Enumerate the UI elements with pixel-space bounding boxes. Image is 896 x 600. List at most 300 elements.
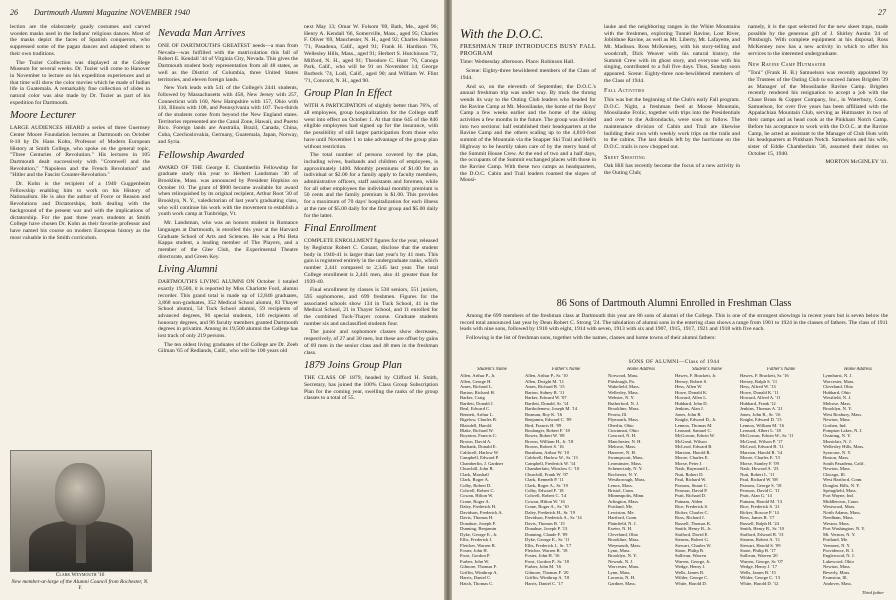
roster-entry: Colwell, Robert C. '14 (525, 493, 567, 499)
roster-column (460, 367, 524, 586)
fellowship-paragraph-1: AWARD OF THE George E. Chamberlin Fellowship for graduate study this year to Herbert Landsman '40 of Brookline, Mass. was announced by President Hopkins on October 10. The grant of $900 became available for award when relinquished by its original recipient, Arthur Root '30 of Brooklyn, N. Y., valedictorian of last year's graduating class, who will continue his work with the movement to establish a youth work camp at Tunbridge, Vt. (158, 164, 298, 218)
roster-entry: Pompton Lakes, N. J. (823, 427, 863, 433)
roster-entry: Foster, John H. (460, 547, 488, 553)
roster-entry: Brookline, Mass. (608, 406, 640, 412)
roster-entry: Davidson, Frederick A., Sr. '14 (525, 515, 582, 521)
portrait-photo (10, 450, 152, 572)
roster-entry: Montclair, N. J. (823, 438, 852, 444)
roster-entry: Colby, Edward F. '18 (525, 487, 564, 493)
roster-entry: Brooklyn, N. Y. (608, 553, 637, 559)
roster-entry: Howard, Allen L. (675, 395, 708, 401)
roster-entry: Allen, Arthur P., Sr. '10 (525, 373, 568, 379)
roster-entry: Westfield, N. J. (823, 395, 852, 401)
roster-entry: Burbank, Donald E. (460, 444, 497, 450)
roster-entry: Moore, Charles E. '15 (740, 455, 781, 461)
sons-paragraph-1: Among the 699 members of the freshman class at Dartmouth this year are 86 sons of alumni of the College. This is one of the strongest showings in recent years but is seven below the record total announced last year by Dean Robert C. Strong '24. The tabulation of alumni sons in the entering class shows a range from 1901 to 1924 in the classes of fathers. The class of 1911 leads with nine sons, followed by 1916 with eight, 1914 with seven, 1913 with six and 1907, 1915, 1917, 1921 and 1918 with five each. (460, 313, 888, 333)
roster-entry: Stone, Philip B. (675, 547, 705, 553)
roster-entry: Ross, James R. '17 (740, 515, 775, 521)
roster-entry: Manchester, N. H. (608, 438, 642, 444)
fellowship-heading: Fellowship Awarded (158, 149, 245, 161)
roster-heading: SONS OF ALUMNI—Class of 1944 (628, 359, 720, 365)
roster-entry: Hatch, Thomas C. (460, 580, 494, 586)
roster-entry: Russell, Ralph H. '24 (740, 520, 779, 526)
roster-entry: Westwood, Mass. (823, 504, 856, 510)
nevada-paragraph-2: New York leads with 541 of the College's 2441 students, followed by Massachusetts with 458, New Jersey with 257, Connecticut with 160, New Hampshire with 157, Ohio with 116, Illinois with 108, and Pennsylvania with 107. Two-thirds of the students come from beyond the New England states. Territories represented are the Canal Zone, Hawaii, and Puerto Rico. Foreign lands are Australia, Brazil, Canada, China, Cuba, Czechoslovakia, Germany, Guatemala, Japan, Norway, and Syria. (158, 85, 298, 145)
roster-entry: Churchill, Frank W. '07 (525, 471, 569, 477)
roster-entry: Caldwell, Harlow W. (460, 449, 499, 455)
roster-entry: Stewart, Harold S. '09 (740, 542, 781, 548)
roster-entry: Davis, Thomas B. '15 (525, 520, 565, 526)
roster-entry: Portland, Me. (823, 537, 849, 543)
roster-entry: Boynton, Francis C. (460, 433, 498, 439)
roster-entry: Wellesley Hills, Mass. (823, 444, 865, 450)
right-column-2 (604, 24, 740, 294)
roster-entry: Allen, George H. (460, 378, 492, 384)
group-plan-paragraph-1: WITH A PARTICIPATION of slightly better than 76%, of all employees, group hospitalization for the College staff went into effect on October 1. At that time 645 of the 846 eligible employees had signed up for the insurance, with the possibility of still larger participation from those who have until November 1 to take advantage of the group plan without restriction. (304, 103, 438, 150)
tozier-paragraph: The Tozier Collection was displayed at the College Museum for several weeks. Dr. Tozier will come to Hanover in November to lecture on his expedition experiences and at that time will show the color movies which he made of Indian life in Guatemala. A remarkably fine collection of slides in natural color was also made by Dr. Tozier as part of his expedition for Dartmouth. (10, 59, 150, 106)
roster-entry: Griffin, Winthrop A. (460, 569, 498, 575)
roster-entry: Sullivan, Warren (675, 553, 706, 559)
roster-entry: Ossining, N. Y. (823, 433, 851, 439)
roster-entry: Frost, Gordon P., Sr. '18 (525, 558, 569, 564)
skeet-shooting-paragraph: Oak Hill has recently become the focus of a new activity in the Outing Club; (604, 163, 740, 177)
ravine-hutmaster-heading: New Ravine Camp Hutmaster (748, 60, 826, 68)
roster-entry: Clark, Roger A. (460, 477, 490, 483)
roster-entry: Cleveland, Ohio (608, 531, 639, 537)
roster-entry: Donahue, Joseph P. (460, 520, 496, 526)
roster-entry: Boston, Mass. (823, 455, 850, 461)
roster-entry: Providence, R. I. (823, 547, 855, 553)
roster-entry: South Pasadena, Calif. (823, 460, 865, 466)
roster-entry: Hawes, F. Brackett, Sr. '16 (740, 373, 789, 379)
roster-entry: Laconia, N. H. (608, 575, 636, 581)
right-page-number: 27 (878, 8, 886, 17)
roster-entry: Webster, N. Y. (608, 395, 635, 401)
roster-column-header: Father's Name (766, 367, 796, 372)
fall-activities-paragraph: This was but the beginning of the Club's early Fall program. D.O.C. Night, a freshman feed at Moose Mountain, Moosilauke Frolic, together with trips into the Presidentials and over to the Adirondacks, were soon to follow. The maintenance division of Cabin and Trail are likewise building their own with weekly work trips on the trails and to the cabins. The last details left by the hurricane on the D.O.C. trails is now chopped out. (604, 97, 740, 150)
roster-entry: Needham, Mass. (823, 515, 854, 521)
roster-entry: Bigelow, Charles B. (460, 417, 497, 423)
roster-entry: Brown, David A. (460, 438, 492, 444)
roster-entry: Warren, George, Sr. '07 (740, 558, 783, 564)
roster-entry: Bristol, Conn. (608, 487, 634, 493)
roster-entry: Hubbard, John D. (675, 400, 708, 406)
skeet-continued: namely, it is the spot selected for the new skeet traps, made possible by the generous gift of J. Shirley Austin '24 of Pittsburgh. With complete equipment at his disposal, Ross McKenney now has a new activity in which to offer his services to the interested undergraduate. (748, 24, 888, 57)
roster-entry: Stearns, Robert A. '11 (740, 537, 781, 543)
roster-entry: Jones, John R. (675, 411, 702, 417)
roster-entry: Rutherford, N. J. (608, 400, 640, 406)
right-page-header (864, 8, 886, 17)
portrait-tie (76, 523, 86, 563)
roster-entry: Knight, Edward D., Jr. (675, 417, 717, 423)
roster-entry: Exeter, N. H. (608, 526, 633, 532)
roster-entry: Boulanger, Robert F. '18 (525, 427, 570, 433)
roster-entry: Harris, Daniel C. (460, 575, 492, 581)
roster-entry: Howe, Donald K. '11 (740, 389, 779, 395)
doc-trip-paragraph: And so, on the eleventh of September, the D.O.C.'s annual freshman trip was under way. By truck the throng wends its way to the Outing Club leaders who headed for the Ravine Camp at Mt. Moosilauke, the home of the Boys' Camp a few weeks earlier and the home of the skiing activities a few months in the future. The group was divided into two sections: half established their headquarters at the Ravine Camp and the others scaling up to the 4,810-foot summit of the Mountain via the Snapper Ski Trail and Hell's Highway to be heartily taken care of by the merry band of the Summit House Crew. At the end of two and a half days, the occupants of the Summit exchanged places with those in the Ravine Camp. With these two camps as headquarters, the D.O.C. Cabin and Trail leaders roamed the slopes of Moosi- (460, 83, 596, 184)
roster-entry: Melrose, Mass. (608, 444, 637, 450)
left-page (0, 0, 444, 600)
roster-entry: Paul, Richard W. (675, 477, 707, 483)
roster-entry: Hersey, Ralph S. '11 (740, 378, 778, 384)
roster-entry: Bird, Francis H. '09 (525, 422, 562, 428)
roster-entry: Bower, Robert W. '08 (525, 433, 565, 439)
roster-entry: Cowan, Hilton W. (460, 493, 494, 499)
roster-column (823, 367, 893, 586)
final-enrollment-paragraph-2: Final enrollment by classes is 530 seniors, 551 juniors, 595 sophomores, and 699 freshmen. Figures for the associated schools show 134 in Tuck School, 41 in the Medical School, 21 in Thayer School, and 11 enrolled for the combined Tuck-Thayer course. Graduate students number six and unclassified students four. (304, 287, 438, 327)
roster-entry: Barton, Sidney R. '11 (525, 389, 565, 395)
roster-entry: Hess, Allen W. (675, 384, 703, 390)
roster-entry: McGreal, Wilson P. '17 (740, 438, 783, 444)
roster-entry: Ellis, Frederick J., Sr. '17 (525, 542, 572, 548)
roster-entry: Schenectady, N. Y. (608, 466, 643, 472)
roster-entry: Hanover, N. H. (608, 449, 637, 455)
roster-entry: Dyke, George E., Jr. (460, 531, 498, 537)
roster-column-header: Student's Name (477, 367, 507, 372)
roster-entry: Chamberlin, J. Gardner (460, 460, 504, 466)
sons-roster (460, 367, 888, 595)
roster-entry: Bartlett, Donald, Sr. '14 (525, 400, 569, 406)
roster-entry: Dyke, George E., Sr. '11 (525, 537, 570, 543)
roster-entry: Hartford, Conn. (608, 515, 638, 521)
roster-entry: Nutt, Robert D. (675, 471, 704, 477)
roster-entry: Putnam, Harold M. '13 (740, 498, 783, 504)
roster-entry: Lynnhurst, N. J. (823, 373, 853, 379)
roster-column (740, 367, 822, 586)
doc-heading: With the D.O.C. (460, 26, 544, 41)
book-spine (444, 0, 452, 600)
roster-entry: Stafford, Edward B. '13 (740, 531, 784, 537)
fellowship-paragraph-2: Mr. Landsman, who was an honors student in Romance languages at Dartmouth, is enrolled this year at the Harvard Graduate School of Arts and Sciences. He was a Phi Beta Kappa student, a leading member of The Players, and a member of the Glee Club, the Experimental Theatre directorate, and Green Key. (158, 220, 298, 260)
sons-article (460, 298, 888, 358)
roster-entry: Nash, Howard A. '23 (740, 466, 779, 472)
skeet-shooting-heading: Skeet Shooting (604, 153, 646, 161)
joins-group-plan-heading: 1879 Joins Group Plan (304, 360, 402, 372)
portrait-head (55, 463, 105, 525)
roster-entry: Beverly, Mass. (823, 569, 851, 575)
roster-entry: Oberlin, Ohio (608, 422, 634, 428)
roster-column (608, 367, 674, 586)
roster-entry: Stafford, David E. (675, 531, 709, 537)
left-column-1 (10, 24, 150, 444)
roster-entry: Morse, Peter J. (675, 460, 703, 466)
roster-entry: Lynn, Mass. (608, 547, 631, 553)
left-page-number: 26 (10, 8, 18, 17)
roster-entry: Frost, Gordon P. (460, 553, 491, 559)
right-column-1 (460, 24, 596, 294)
roster-entry: Wilder, George C. '13 (740, 575, 781, 581)
roster-entry: Rice, Frederick S. '21 (740, 504, 780, 510)
roster-entry: Cincinnati, Ohio (608, 427, 639, 433)
roster-entry: Worcester, Mass. (608, 564, 640, 570)
roster-entry: Howard, Alfred A. '11 (740, 395, 781, 401)
roster-entry: Howe, Donald K. (675, 389, 708, 395)
roster-entry: Wakefield, Mass. (608, 384, 640, 390)
right-column-3 (748, 24, 888, 294)
roster-entry: Colwell, Robert C. (460, 487, 495, 493)
roster-entry: Daley, Frederick H., Sr. '19 (525, 509, 576, 515)
roster-entry: Barton, Richard H. (460, 389, 495, 395)
roster-entry: Bartlett, Donald J. (460, 400, 494, 406)
joins-group-plan-paragraph: THE CLASS OF 1879, headed by Clifford H. Smith, Secretary, has joined the 100% Class Group Subscription Plan for the coming year, swelling the ranks of the group classes to a total of 55. (304, 375, 438, 402)
roster-entry: Fletcher, Warren R. '18 (525, 547, 568, 553)
roster-entry: Chamberlain, Winslow C. '10 (525, 466, 580, 472)
roster-entry: Weymouth, Mass. (608, 542, 642, 548)
roster-entry: Lewiston, Me. (608, 509, 635, 515)
roster-entry: Paul, Richard W. '08 (740, 477, 778, 483)
roster-entry: Newton, Mass. (823, 564, 851, 570)
roster-entry: Foster, John H. '16 (525, 553, 560, 559)
roster-entry: Blake, Richard W. (460, 427, 494, 433)
roster-entry: Rice, Frederick S. (675, 504, 709, 510)
roster-entry: Brookline, Mass. (608, 537, 640, 543)
roster-entry: Nutt, Robert L. '11 (740, 471, 775, 477)
roster-entry: Swampscott, Mass. (608, 455, 644, 461)
final-enrollment-paragraph-3: The junior and sophomore classes show decreases, respectively, of 27 and 30 men, but these are offset by gains of 69 men in the senior class and 48 men in the freshman class. (304, 329, 438, 356)
roster-entry: Dunning, Claude F. '09 (525, 531, 568, 537)
roster-entry: Vermont, N. Y. (823, 542, 851, 548)
roster-entry: Jenkins, Thomas A. '21 (740, 406, 783, 412)
roster-entry: Putnam, Alden (675, 498, 703, 504)
group-plan-heading: Group Plan In Effect (304, 88, 392, 100)
roster-entry: Gardner, Mass. (608, 580, 637, 586)
roster-entry: Chicago, Ill. (823, 471, 846, 477)
roster-entry: Hess, Alfred W. '13 (740, 384, 776, 390)
roster-entry: McLeod, Edward B. (675, 444, 713, 450)
roster-entry: Leominster, Mass. (608, 460, 642, 466)
roster-entry: Jones, John R., Sr. '16 (740, 411, 781, 417)
roster-entry: Springfield, Mass. (823, 487, 857, 493)
roster-entry: Pearson, David C. '11 (740, 487, 780, 493)
roster-entry: Leonard, Samuel C. (675, 427, 712, 433)
caption-description: New member-at-large of the Alumni Council from Rochester, N. Y. (11, 578, 149, 591)
roster-entry: Rochester, N. Y. (608, 471, 638, 477)
moore-lecturer-heading: Moore Lecturer (10, 110, 76, 122)
roster-entry: Hawes, F. Brackett, Jr. (675, 373, 717, 379)
roster-entry: Wedge, Henry J. (675, 564, 706, 570)
doc-scene: Scene: Eighty-three bewildered members of the Class of 1944. (460, 68, 596, 81)
living-alumni-heading: Living Alumni (158, 264, 218, 276)
roster-entry: Middletown, Conn. (823, 498, 859, 504)
roster-entry: Syracuse, N. Y. (823, 449, 852, 455)
roster-entry: Blaisdell, Harold (460, 422, 492, 428)
portrait-caption (10, 572, 150, 592)
roster-entry: Andover, Mass. (823, 580, 853, 586)
nevada-heading: Nevada Man Arrives (158, 28, 246, 39)
roster-entry: Plainfield, N. J. (608, 520, 637, 526)
roster-entry: Stearns, Robert G. (675, 537, 709, 543)
roster-entry: Furber, John W. (460, 558, 490, 564)
roster-entry: Plymouth, Mass. (608, 417, 640, 423)
doc-trip-continued: lauke and the neighboring ranges in the White Mountains with the freshmen, exploring Tunnel Ravine, Lost River, Jobildune Ravine, as well as Mt. Liberty, Mt. Lafayette, and Mt. Madison. Ross McKenney, with his story-telling and woodcraft, Dick Weaver with his natural history, the Summit Crew with its ghost story, and everyone with his singing, contributed to a full five days. Thus, Sunday soon appeared. Scene: Eighty-three non-bewildered members of the Class of 1944. (604, 24, 740, 84)
roster-entry: Moore, Charles E. (675, 455, 709, 461)
roster-entry: Wellesley, Mass. (608, 389, 639, 395)
tozier-continued: lection are the elaborately gaudy costumes and carved wooden masks used in the Indians' religious dances. Most of the masks depict the faces of Spanish conquerors, who suppressed some of the pagan dances and adapted others to their own traditions. (10, 24, 150, 57)
roster-entry: Ross, Richard J. (675, 515, 705, 521)
roster-column-header: Student's Name (692, 367, 722, 372)
roster-entry: Norwood, Mass. (608, 373, 639, 379)
roster-entry: McGreal, Wilson (675, 438, 707, 444)
roster-entry: Crane, Roger A. (460, 498, 490, 504)
roster-entry: Russell, Thomas K. (675, 520, 712, 526)
roster-entry: Wedge, Henry J. '17 (740, 564, 778, 570)
roster-entry: Brown, William H., Jr. '18 (525, 438, 574, 444)
roster-entry: White, Harold D. (675, 580, 707, 586)
fall-activities-heading: Fall Activities (604, 87, 645, 95)
roster-entry: McGowan, Edwin W., Sr. '11 (740, 433, 794, 439)
roster-entry: Concord, N. H. (608, 433, 637, 439)
roster-entry: Evanston, Ill. (823, 575, 848, 581)
roster-entry: Parsons, George S. '18 (740, 482, 782, 488)
roster-column-header: Home Address (627, 367, 655, 372)
roster-entry: Leonard, Albert L. '18 (740, 427, 781, 433)
roster-column (675, 367, 739, 586)
roster-entry: Daley, Frederick H. (460, 504, 497, 510)
roster-entry: Smith, Henry B., Sr. '10 (740, 526, 784, 532)
roster-entry: Gilmore, Thomas F. (460, 564, 497, 570)
roster-entry: Port Washington, N. Y. (823, 526, 866, 532)
roster-entry: Colby, Robert D. (460, 482, 492, 488)
roster-entry: Lakewood, Ohio (823, 558, 854, 564)
roster-entry: Hersey, Robert S. (675, 378, 708, 384)
final-enrollment-paragraph-1: COMPLETE ENROLLMENT figures for the year, released by Registrar Robert C. Conant, disclose that the student body in 1940-41 is larger than last year's by 41 men. This gain is registered entirely in the undergraduate ranks, which number 2,441 compared to 2,345 last year. The total College enrollment is 2,441 men, also 41 greater than for 1939-40. (304, 238, 438, 285)
group-plan-paragraph-2: The total number of persons covered by the plan, including wives, husbands and children of employees, is approximately 1400. Monthly premiums of $1.00 for an individual or $2.00 for a family apply to faculty members, administrative officers, staff assistants and foremen, while for all other employees the individual monthly premium is 50 cents and the family premium is $1.00. This provides for a maximum of 70 days' hospitalization for each illness at the rate of $5.00 daily for the first group and $5.00 daily for the latter. (304, 152, 438, 219)
ravine-hutmaster-paragraph: "Toni" (Frank H. B.) Samuelson was recently appointed by the Trustees of the Outing Club to succeed James Brigden '39 as Manager of the Moosilauke Ravine Camp. Brigden recently rendered his resignation to accept a job with the Chase Brass & Copper Company, Inc., in Waterbury, Conn. Samuelson, for over five years has been affiliated with the Appalachian Mountain Club, serving as Hutmaster in two of their camps and as head cook at the Pinkham Notch Camp. Before his acceptance to work with the D.O.C. at the Ravine Camp, he acted as assistant to the Manager of Club Huts with his headquarters at Pinkham Notch. Samuelson and his wife, sister of Eddie Chamberlain '36, assumed their duties on October 15, 1940. (748, 70, 888, 157)
roster-entry: Beal, Edward C. (460, 406, 491, 412)
roster-entry: Benjamin, Edward C. '09 (525, 417, 572, 423)
living-paragraph-1: DARTMOUTH'S LIVING ALUMNI ON October 1 totaled exactly 19,500, it is reported by Miss Charlotte Ford, alumni recorder. This grand total is made up of 12,846 graduates, 3,868 non-graduates, 352 Medical School alumni, 83 Thayer School alumni, 54 Tuck School alumni, 59 recipients of advanced degrees, 96 special students, 146 recipients of honorary degrees, and 96 faculty members granted Dartmouth degrees in privatim. Among its 19,500 alumni the College has lost track of only 219 persons. (158, 279, 298, 340)
roster-entry: Ames, Richard L. (460, 384, 493, 390)
final-enrollment-heading: Final Enrollment (304, 223, 377, 235)
roster-entry: Churchill, John B. (460, 466, 494, 472)
left-page-header (10, 8, 190, 17)
left-running-title: Dartmouth Alumni Magazine NOVEMBER 1940 (34, 8, 190, 17)
roster-entry: Warren, George, Jr. (675, 558, 711, 564)
roster-entry: Barker, Craig (460, 395, 485, 401)
roster-entry: Pittsburgh, Pa. (608, 378, 635, 384)
roster-entry: Campbell, Frederick W. '14 (525, 460, 576, 466)
roster-entry: Griffin, Winthrop A. '18 (525, 575, 570, 581)
roster-entry: Davis, Thomas H. (460, 515, 494, 521)
roster-entry: Knight, Edward D. '13 (740, 417, 782, 423)
living-paragraph-2: The ten oldest living graduates of the College are Dr. Zeeb Gilman '65 of Redlands, Calif., who will be 100 years old (158, 341, 298, 355)
roster-entry: Burnham, Arthur W. '10 (525, 449, 570, 455)
roster-entry: Pratt, Richard D. (675, 493, 707, 499)
roster-entry: Allen, Arthur P., Jr. (460, 373, 496, 379)
roster-entry: Westborough, Mass. (608, 477, 646, 483)
roster-entry: Newton, Mass. (823, 417, 851, 423)
roster-entry: Smith, Henry B., Jr. (675, 526, 712, 532)
roster-entry: Gilmore, Thomas F. '20 (525, 569, 569, 575)
roster-entry: Morse, Stanley F. '09 (740, 460, 779, 466)
roster-entry: White, Harold D. '12 (740, 580, 779, 586)
roster-entry: Cowan, Hilton W. '16 (525, 498, 565, 504)
roster-entry: Englewood, N. J. (823, 553, 855, 559)
left-column-2 (158, 24, 298, 594)
roster-entry: Goshen, Ind. (823, 422, 847, 428)
ravine-signature: MORTON McGINLEY '41. (825, 159, 888, 166)
roster-entry: Portland, Me. (608, 504, 634, 510)
roster-entry: Brooklyn, N. Y. (823, 406, 852, 412)
roster-entry: Stone, Philip B. '17 (740, 547, 776, 553)
roster-entry: Bartholemew, Joseph M. '14 (525, 406, 578, 412)
roster-entry: West Roxbury, Mass. (823, 411, 863, 417)
roster-entry: Allen, Dwight M. '11 (525, 378, 565, 384)
caption-name: Clark Weymouth '16 (55, 572, 105, 578)
roster-entry: Newark, N. J. (608, 558, 634, 564)
roster-entry: McLeod, Edward B. '11 (740, 444, 784, 450)
roster-entry: Newton, Mass. (823, 466, 851, 472)
roster-entry: Hubbard, Ohio (823, 389, 851, 395)
roster-column (525, 367, 607, 586)
roster-entry: Donahue, Joseph P. '13 (525, 526, 568, 532)
roster-entry: Fort Wayne, Ind. (823, 493, 854, 499)
roster-entry: McGowan, Edwin W. (675, 433, 715, 439)
nevada-paragraph-1: ONE OF DARTMOUTH'S GREATEST needs—a man from Nevada—was fulfilled with the matriculation this fall of Robert E. Kendall '44 of Virginia City, Nevada. This gives the Dartmouth student body representation from all 48 states, as well as the District of Columbia, three United States territories, and eleven foreign lands. (158, 43, 298, 83)
roster-entry: Clark, Kenneth P. '11 (525, 477, 564, 483)
roster-entry: Worcester, Mass. (823, 378, 855, 384)
sons-heading: 86 Sons of Dartmouth Alumni Enrolled in Freshman Class (556, 298, 792, 309)
roster-entry: Clark, Marshall (460, 471, 489, 477)
roster-entry: Ames, Richard B. '15 (525, 384, 565, 390)
roster-entry: Crane, Roger A., Sr. '10 (525, 504, 569, 510)
right-page (452, 0, 896, 600)
roster-footnote: Third father (861, 590, 884, 595)
roster-entry: Beaman, Roy K. '16 (525, 411, 563, 417)
roster-entry: Furber, John M. '16 (525, 564, 561, 570)
roster-entry: Marston, Harold R. '14 (740, 449, 783, 455)
roster-entry: North Adams, Mass. (823, 509, 861, 515)
roster-column-header: Father's Name (551, 367, 581, 372)
roster-entry: Fletcher, Warren B. (460, 542, 496, 548)
roster-entry: Cleveland, Ohio (823, 384, 854, 390)
roster-entry: Marston, Harold R. (675, 449, 711, 455)
sons-paragraph-2: Following is the list of freshman sons, together with the names, classes and home towns of their alumni fathers: (466, 335, 716, 342)
roster-entry: Minneapolis, Minn. (608, 493, 645, 499)
doc-subheading: FRESHMAN TRIP INTRODUCES BUSY FALL PROGRAM (460, 43, 596, 57)
roster-entry: West Hartford, Conn. (823, 477, 863, 483)
roster-entry: Harris, Daniel C. '17 (525, 580, 563, 586)
roster-entry: Melrose, Mass. (823, 400, 852, 406)
roster-entry: Stewart, Charles W. (675, 542, 712, 548)
roster-column-header: Home Address (844, 367, 872, 372)
left-column-3 (304, 24, 438, 594)
roster-entry: Pearson, David P. (675, 487, 708, 493)
roster-entry: Weston, Mass. (823, 520, 850, 526)
roster-entry: Douglas Hills, N. Y. (823, 482, 861, 488)
roster-entry: Barker, Edward W. '07 (525, 395, 567, 401)
roster-entry: Brown, Robert S. '16 (525, 444, 564, 450)
roster-entry: Wilder, George C. (675, 575, 709, 581)
roster-entry: Wells, James B. (675, 569, 705, 575)
moore-paragraph-1: LARGE AUDIENCES HEARD a series of three Guernsey Center Moore Foundation lectures at Dartmouth on October 8-10 by Dr. Hans Kohn, Professor of Modern European History at Smith College, who spoke on the general topic, "Three Centuries of Revolution." His lectures in 105 Dartmouth dealt successively with "Cromwell and the Revolution," "Napoleon and the French Revolution" and "Hitler and the Fascist Counter-Revolution." (10, 125, 150, 179)
roster-entry: Dunning, Benjamin (460, 526, 497, 532)
roster-entry: Hubbard, Frank '12 (740, 400, 776, 406)
roster-entry: Arlington, Mass. (608, 498, 640, 504)
roster-entry: Davidson, Frederick A. (460, 509, 503, 515)
roster-entry: Lennox, Thomas M. (675, 422, 713, 428)
roster-entry: Ricker, Roscoe P. '14 (740, 509, 779, 515)
roster-entry: Clark, Roger A., Sr. '19 (525, 482, 568, 488)
roster-entry: Lennox, William M. '16 (740, 422, 785, 428)
roster-entry: Ricker, Charles C. (675, 509, 709, 515)
moore-paragraph-2: Dr. Kohn is the recipient of a 1940 Guggenheim Fellowship enabling him to work on his History of Nationalism. He is also the author of Force or Reason and Revolutions and Dictatorships, both dealing with the background of the present war and with the implications of dictatorship. For the past three years students at Smith College have chosen Dr. Kohn as their favorite professor and have named his course on modern European history as the most valuable in the Smith curriculum. (10, 181, 150, 241)
doc-time-place: Time: Wednesday afternoon. Place: Robinson Hall. (460, 59, 575, 66)
roster-entry: Bennett, Arthur L. (460, 411, 494, 417)
roster-entry: Nash, Raymond L. (675, 466, 710, 472)
roster-entry: Parsons, Stuart C. (675, 482, 708, 488)
roster-entry: Lynn, Mass. (608, 569, 631, 575)
